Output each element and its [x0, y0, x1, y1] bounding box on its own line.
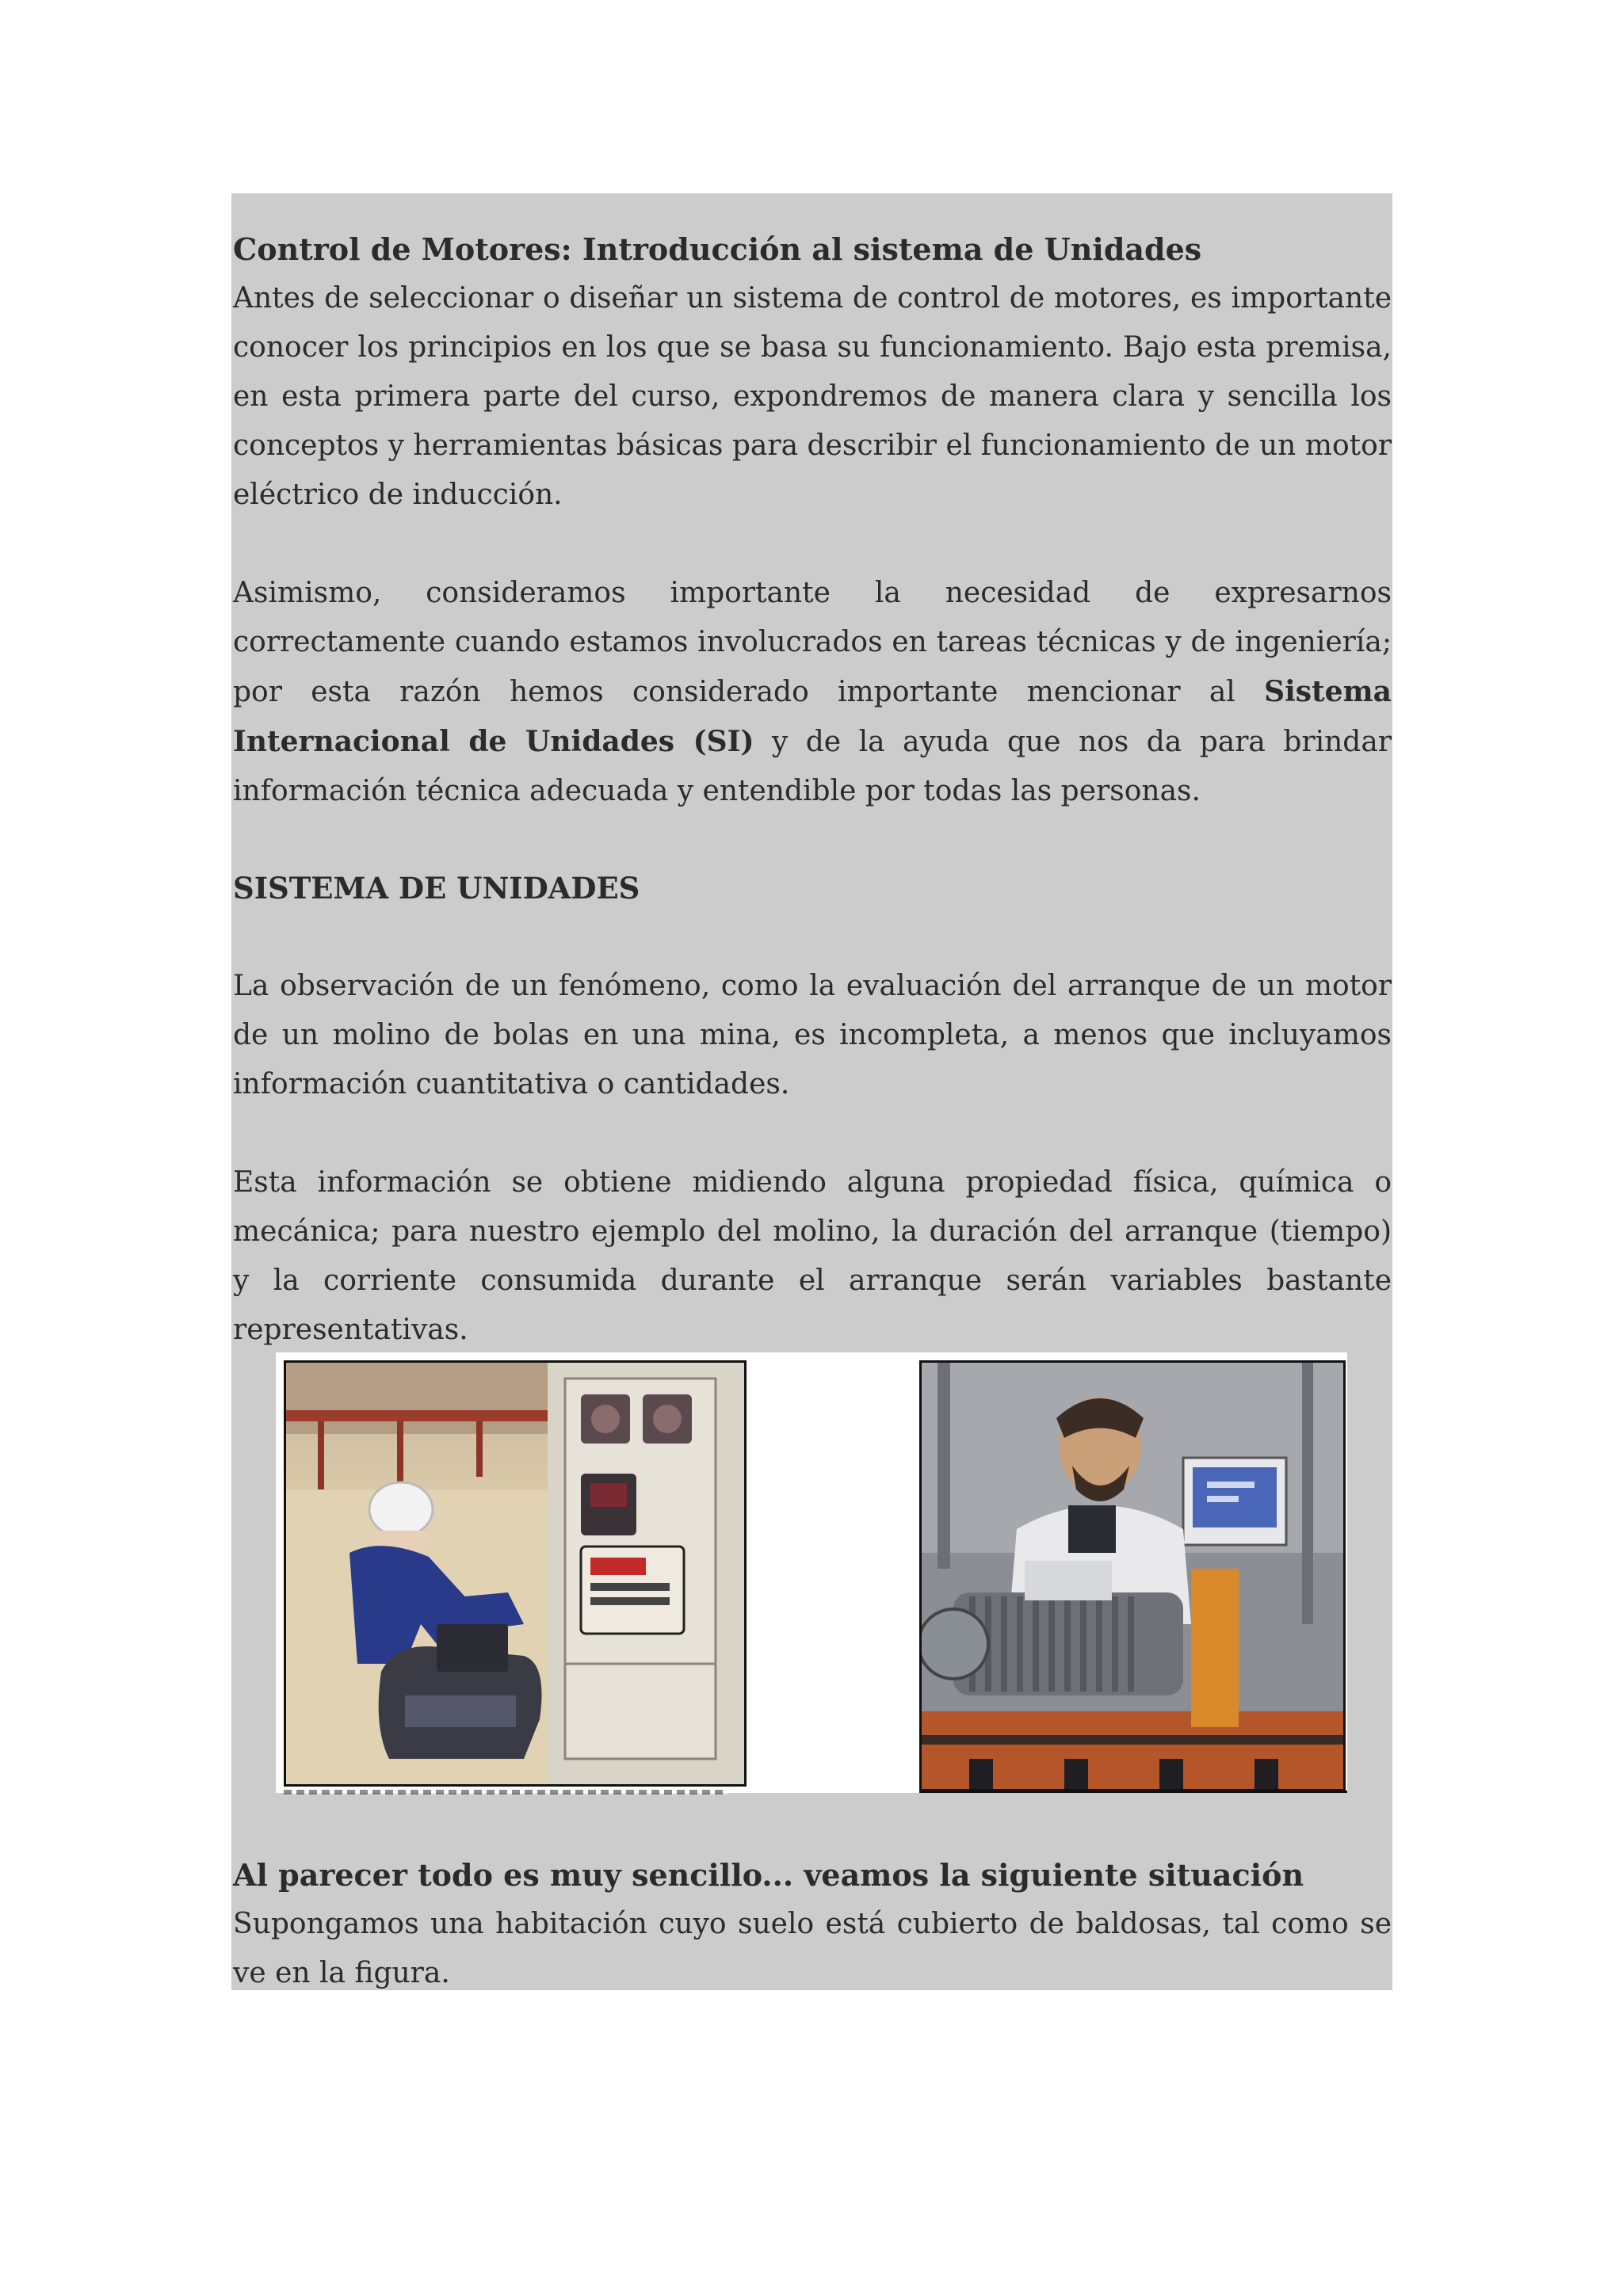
photo-worker-measuring-motor	[284, 1360, 747, 1787]
section-heading: SISTEMA DE UNIDADES	[233, 871, 640, 906]
photo-technician-testing-motor	[919, 1360, 1346, 1791]
technician-testing-illustration	[922, 1363, 1343, 1789]
figure-caption-fragment	[284, 1790, 727, 1794]
document-title: Control de Motores: Introducción al sistema de Unidades	[233, 231, 1202, 267]
si-paragraph-end: y de la ayuda que nos da para brindar información técnica adecuada y entendible por todas las personas.	[233, 726, 1392, 807]
measurement-paragraph: Esta información se obtiene midiendo alguna propiedad física, química o mecánica; para nuestro ejemplo del molino, la duración del arranque (tiempo) y la corriente consumida durante el arranque serán variables bastante representativas.	[233, 1166, 1392, 1346]
observation-paragraph: La observación de un fenómeno, como la evaluación del arranque de un motor de un molino de bolas en una mina, es incompleta, a menos que incluyamos información cuantitativa o cantidades.	[233, 970, 1392, 1100]
photo-frame-line	[919, 1791, 1347, 1793]
worker-measuring-illustration	[286, 1363, 744, 1784]
si-bold-term: Sistema Internacional de Unidades (SI)	[233, 675, 1392, 758]
figure-photos	[276, 1352, 1347, 1793]
intro-paragraph: Antes de seleccionar o diseñar un sistema de control de motores, es importante conocer los principios en los que se basa su funcionamiento. Bajo esta premisa, en esta primera parte del curso, expondremos de manera clara y sencilla los conceptos y herramientas básicas para describir el funcionamiento de un motor eléctrico de inducción.	[233, 282, 1392, 511]
tiles-paragraph: Supongamos una habitación cuyo suelo está cubierto de baldosas, tal como se ve en la figura.	[233, 1908, 1392, 1989]
si-paragraph-start: Asimismo, consideramos importante la necesidad de expresarnos correctamente cuando estamos involucrados en tareas técnicas y de ingeniería; por esta razón hemos considerado importante mencionar al	[233, 577, 1392, 708]
situation-subheading: Al parecer todo es muy sencillo... veamos la siguiente situación	[233, 1857, 1304, 1893]
si-paragraph	[233, 569, 1392, 816]
